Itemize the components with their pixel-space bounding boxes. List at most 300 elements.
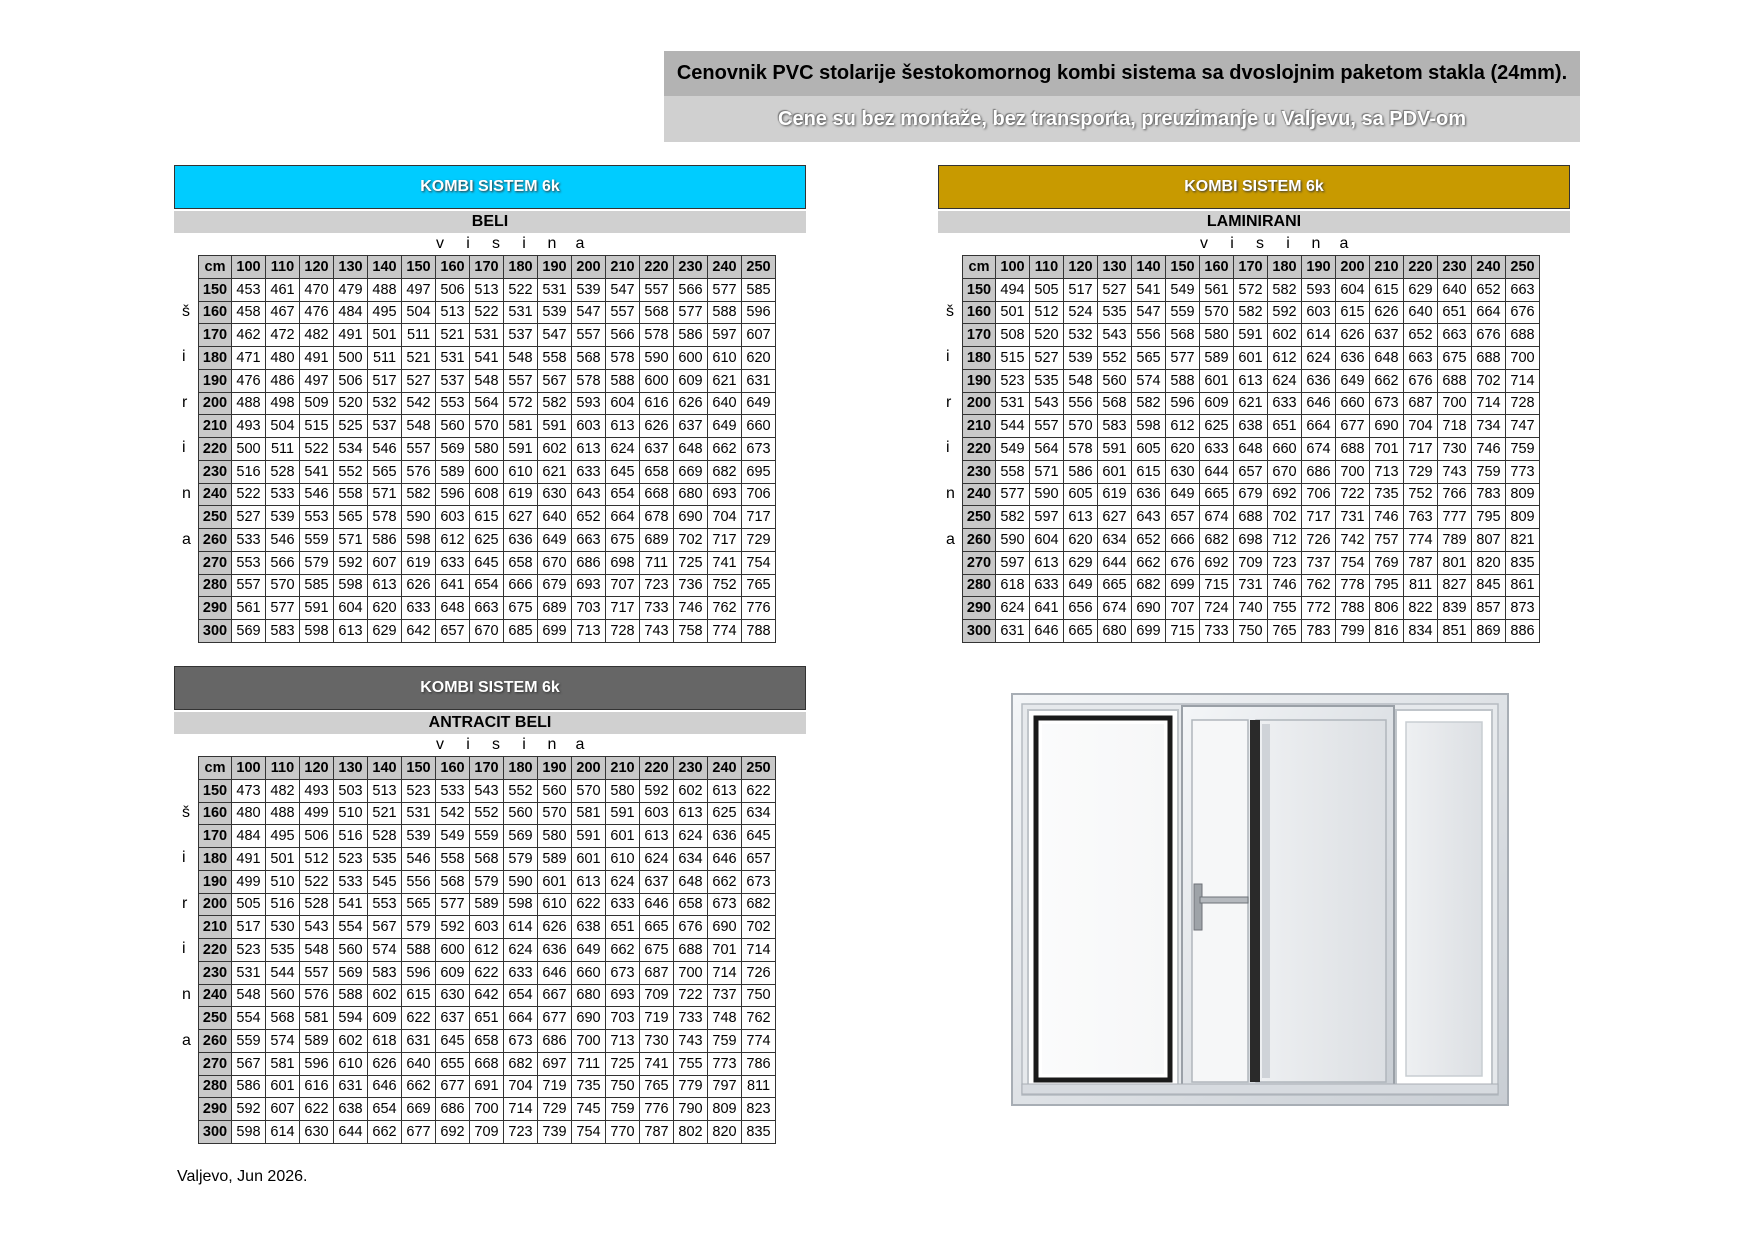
price-cell: 655 <box>436 1052 470 1075</box>
price-cell: 533 <box>436 779 470 802</box>
price-cell: 576 <box>300 984 334 1007</box>
table-row <box>199 1052 776 1075</box>
row-header: 200 <box>199 392 232 415</box>
price-cell: 626 <box>640 415 674 438</box>
price-cell: 556 <box>1064 392 1098 415</box>
table-row <box>963 392 1540 415</box>
column-header: 160 <box>1200 256 1234 279</box>
price-cell: 662 <box>708 870 742 893</box>
price-cell: 642 <box>402 620 436 643</box>
price-cell: 589 <box>538 848 572 871</box>
table-row <box>199 301 776 324</box>
price-cell: 649 <box>742 392 776 415</box>
price-cell: 580 <box>538 825 572 848</box>
price-cell: 711 <box>640 551 674 574</box>
price-cell: 839 <box>1438 597 1472 620</box>
price-cell: 501 <box>266 848 300 871</box>
price-cell: 505 <box>232 893 266 916</box>
price-cell: 601 <box>1234 347 1268 370</box>
price-cell: 579 <box>300 551 334 574</box>
column-header: 220 <box>640 256 674 279</box>
price-cell: 557 <box>232 574 266 597</box>
price-cell: 564 <box>470 392 504 415</box>
price-cell: 547 <box>572 301 606 324</box>
price-block-antracit-beli <box>174 666 806 1144</box>
price-cell: 621 <box>708 369 742 392</box>
price-cell: 568 <box>470 848 504 871</box>
price-cell: 648 <box>674 438 708 461</box>
table-row <box>199 574 776 597</box>
price-cell: 531 <box>996 392 1030 415</box>
visina-letter: n <box>547 736 557 753</box>
column-header: 100 <box>232 256 266 279</box>
price-cell: 601 <box>606 825 640 848</box>
price-cell: 755 <box>674 1052 708 1075</box>
price-table <box>198 255 776 643</box>
price-cell: 631 <box>334 1075 368 1098</box>
price-cell: 750 <box>606 1075 640 1098</box>
price-cell: 590 <box>504 870 538 893</box>
price-cell: 787 <box>1404 551 1438 574</box>
price-cell: 583 <box>266 620 300 643</box>
visina-letter: i <box>1230 235 1234 252</box>
price-block-laminirani <box>938 165 1570 643</box>
price-cell: 675 <box>1438 347 1472 370</box>
price-cell: 610 <box>708 347 742 370</box>
price-cell: 643 <box>572 483 606 506</box>
price-cell: 491 <box>300 347 334 370</box>
price-cell: 553 <box>232 551 266 574</box>
price-cell: 648 <box>1370 347 1404 370</box>
price-cell: 570 <box>538 802 572 825</box>
price-cell: 522 <box>504 278 538 301</box>
price-cell: 733 <box>640 597 674 620</box>
price-cell: 673 <box>606 961 640 984</box>
price-cell: 479 <box>334 278 368 301</box>
price-cell: 626 <box>538 916 572 939</box>
price-cell: 512 <box>300 848 334 871</box>
price-cell: 603 <box>470 916 504 939</box>
price-cell: 613 <box>572 870 606 893</box>
column-header: 210 <box>606 256 640 279</box>
price-cell: 629 <box>1064 551 1098 574</box>
price-cell: 598 <box>1132 415 1166 438</box>
price-cell: 845 <box>1472 574 1506 597</box>
price-cell: 524 <box>1064 301 1098 324</box>
price-cell: 588 <box>708 301 742 324</box>
price-cell: 662 <box>402 1075 436 1098</box>
price-cell: 664 <box>1472 301 1506 324</box>
price-cell: 640 <box>1404 301 1438 324</box>
column-header: 240 <box>1472 256 1506 279</box>
price-cell: 513 <box>436 301 470 324</box>
price-cell: 640 <box>402 1052 436 1075</box>
price-cell: 725 <box>606 1052 640 1075</box>
column-header: 220 <box>640 757 674 780</box>
price-cell: 523 <box>996 369 1030 392</box>
price-cell: 603 <box>1302 301 1336 324</box>
visina-letter: i <box>1286 235 1290 252</box>
price-cell: 583 <box>368 961 402 984</box>
price-cell: 581 <box>504 415 538 438</box>
price-cell: 630 <box>538 483 572 506</box>
price-cell: 660 <box>572 961 606 984</box>
table-row <box>199 460 776 483</box>
price-cell: 580 <box>606 779 640 802</box>
price-cell: 662 <box>1132 551 1166 574</box>
price-cell: 702 <box>1472 369 1506 392</box>
sirina-letter: i <box>182 348 186 366</box>
price-cell: 523 <box>334 848 368 871</box>
price-cell: 586 <box>368 529 402 552</box>
price-cell: 772 <box>1302 597 1336 620</box>
column-header: 130 <box>334 256 368 279</box>
price-cell: 806 <box>1370 597 1404 620</box>
price-cell: 741 <box>640 1052 674 1075</box>
price-cell: 569 <box>334 961 368 984</box>
price-cell: 505 <box>1030 278 1064 301</box>
price-cell: 607 <box>368 551 402 574</box>
price-cell: 626 <box>402 574 436 597</box>
row-header: 250 <box>199 506 232 529</box>
price-cell: 604 <box>334 597 368 620</box>
price-cell: 702 <box>742 916 776 939</box>
price-cell: 658 <box>504 551 538 574</box>
price-cell: 765 <box>742 574 776 597</box>
price-cell: 577 <box>708 278 742 301</box>
sirina-letter: i <box>946 439 950 457</box>
price-cell: 453 <box>232 278 266 301</box>
table-row <box>199 1030 776 1053</box>
price-cell: 622 <box>742 779 776 802</box>
price-cell: 821 <box>1506 529 1540 552</box>
price-cell: 625 <box>470 529 504 552</box>
table-row <box>963 483 1540 506</box>
column-header: 140 <box>1132 256 1166 279</box>
price-cell: 741 <box>708 551 742 574</box>
table-row <box>963 597 1540 620</box>
price-cell: 615 <box>1370 278 1404 301</box>
price-cell: 543 <box>300 916 334 939</box>
price-cell: 788 <box>1336 597 1370 620</box>
price-cell: 665 <box>1064 620 1098 643</box>
visina-letter: a <box>575 736 585 753</box>
price-cell: 735 <box>572 1075 606 1098</box>
price-cell: 561 <box>1200 278 1234 301</box>
price-cell: 591 <box>504 438 538 461</box>
price-cell: 566 <box>606 324 640 347</box>
price-cell: 601 <box>266 1075 300 1098</box>
price-cell: 501 <box>368 324 402 347</box>
price-cell: 548 <box>300 939 334 962</box>
table-row <box>199 597 776 620</box>
price-cell: 600 <box>674 347 708 370</box>
table-row <box>963 324 1540 347</box>
price-cell: 714 <box>504 1098 538 1121</box>
column-header: 120 <box>300 256 334 279</box>
price-cell: 591 <box>606 802 640 825</box>
price-cell: 657 <box>436 620 470 643</box>
price-cell: 714 <box>1472 392 1506 415</box>
column-header: 250 <box>742 757 776 780</box>
price-cell: 669 <box>402 1098 436 1121</box>
price-cell: 722 <box>674 984 708 1007</box>
price-cell: 549 <box>996 438 1030 461</box>
price-cell: 548 <box>232 984 266 1007</box>
price-cell: 642 <box>470 984 504 1007</box>
price-cell: 564 <box>1030 438 1064 461</box>
price-cell: 609 <box>1200 392 1234 415</box>
price-cell: 488 <box>368 278 402 301</box>
column-header: 170 <box>470 256 504 279</box>
price-cell: 535 <box>368 848 402 871</box>
price-cell: 516 <box>232 460 266 483</box>
visina-letter: n <box>1311 235 1321 252</box>
price-cell: 506 <box>300 825 334 848</box>
price-cell: 699 <box>1166 574 1200 597</box>
price-cell: 578 <box>640 324 674 347</box>
price-cell: 690 <box>1370 415 1404 438</box>
row-header: 220 <box>199 939 232 962</box>
price-cell: 610 <box>334 1052 368 1075</box>
price-cell: 627 <box>1098 506 1132 529</box>
page-subtitle: Cene su bez montaže, bez transporta, preuzimanje u Valjevu, sa PDV-om <box>664 96 1580 142</box>
price-cell: 621 <box>1234 392 1268 415</box>
table-row <box>199 483 776 506</box>
price-cell: 552 <box>334 460 368 483</box>
sirina-letter: n <box>182 986 191 1003</box>
sirina-letter: r <box>182 894 188 912</box>
row-header: 150 <box>199 278 232 301</box>
price-cell: 605 <box>1064 483 1098 506</box>
price-cell: 471 <box>232 347 266 370</box>
visina-letter: v <box>1200 235 1208 252</box>
price-cell: 851 <box>1438 620 1472 643</box>
price-cell: 570 <box>1200 301 1234 324</box>
table-row <box>199 1007 776 1030</box>
price-cell: 577 <box>1166 347 1200 370</box>
price-cell: 713 <box>1370 460 1404 483</box>
price-cell: 553 <box>300 506 334 529</box>
price-cell: 687 <box>1404 392 1438 415</box>
column-header: 250 <box>742 256 776 279</box>
price-cell: 531 <box>232 961 266 984</box>
row-header: 200 <box>963 392 996 415</box>
price-cell: 688 <box>1336 438 1370 461</box>
price-cell: 690 <box>1132 597 1166 620</box>
price-cell: 558 <box>334 483 368 506</box>
price-cell: 641 <box>1030 597 1064 620</box>
price-cell: 614 <box>1302 324 1336 347</box>
price-cell: 619 <box>504 483 538 506</box>
price-cell: 588 <box>334 984 368 1007</box>
price-cell: 537 <box>368 415 402 438</box>
price-cell: 709 <box>1234 551 1268 574</box>
price-cell: 715 <box>1166 620 1200 643</box>
price-cell: 541 <box>334 893 368 916</box>
price-cell: 616 <box>640 392 674 415</box>
price-cell: 515 <box>996 347 1030 370</box>
price-cell: 625 <box>708 802 742 825</box>
price-cell: 511 <box>368 347 402 370</box>
price-cell: 651 <box>606 916 640 939</box>
price-cell: 534 <box>334 438 368 461</box>
row-header: 240 <box>963 483 996 506</box>
price-cell: 582 <box>996 506 1030 529</box>
price-cell: 649 <box>1064 574 1098 597</box>
price-cell: 665 <box>1098 574 1132 597</box>
price-cell: 637 <box>674 415 708 438</box>
price-cell: 636 <box>1336 347 1370 370</box>
price-cell: 707 <box>1166 597 1200 620</box>
price-cell: 493 <box>300 779 334 802</box>
price-cell: 522 <box>232 483 266 506</box>
price-cell: 593 <box>572 392 606 415</box>
price-cell: 755 <box>1268 597 1302 620</box>
price-cell: 571 <box>334 529 368 552</box>
price-cell: 633 <box>504 961 538 984</box>
price-cell: 528 <box>266 460 300 483</box>
price-cell: 765 <box>640 1075 674 1098</box>
price-cell: 592 <box>232 1098 266 1121</box>
table-row <box>963 438 1540 461</box>
price-cell: 652 <box>1404 324 1438 347</box>
price-cell: 614 <box>504 916 538 939</box>
price-cell: 535 <box>1098 301 1132 324</box>
price-cell: 834 <box>1404 620 1438 643</box>
column-header: 200 <box>572 757 606 780</box>
price-cell: 873 <box>1506 597 1540 620</box>
price-cell: 607 <box>742 324 776 347</box>
price-cell: 539 <box>402 825 436 848</box>
price-cell: 733 <box>1200 620 1234 643</box>
price-cell: 612 <box>1268 347 1302 370</box>
sirina-axis-label <box>174 756 198 1144</box>
price-cell: 752 <box>1404 483 1438 506</box>
price-cell: 636 <box>538 939 572 962</box>
price-cell: 516 <box>334 825 368 848</box>
price-cell: 637 <box>436 1007 470 1030</box>
price-cell: 646 <box>1302 392 1336 415</box>
price-cell: 633 <box>1268 392 1302 415</box>
price-cell: 687 <box>640 961 674 984</box>
price-cell: 552 <box>504 779 538 802</box>
price-cell: 497 <box>300 369 334 392</box>
row-header: 230 <box>963 460 996 483</box>
price-cell: 754 <box>1336 551 1370 574</box>
price-cell: 521 <box>368 802 402 825</box>
table-row <box>199 825 776 848</box>
price-cell: 743 <box>674 1030 708 1053</box>
price-cell: 622 <box>402 1007 436 1030</box>
price-cell: 730 <box>1438 438 1472 461</box>
price-cell: 729 <box>742 529 776 552</box>
visina-letter: v <box>436 736 444 753</box>
price-cell: 631 <box>742 369 776 392</box>
price-cell: 517 <box>1064 278 1098 301</box>
price-cell: 820 <box>708 1121 742 1144</box>
price-cell: 750 <box>1234 620 1268 643</box>
price-cell: 783 <box>1472 483 1506 506</box>
price-cell: 646 <box>640 893 674 916</box>
sirina-letter: š <box>946 302 954 320</box>
price-cell: 746 <box>1370 506 1404 529</box>
price-cell: 613 <box>1234 369 1268 392</box>
column-header: 200 <box>572 256 606 279</box>
price-cell: 774 <box>1404 529 1438 552</box>
visina-letter: s <box>492 235 500 252</box>
row-header: 190 <box>963 369 996 392</box>
price-cell: 461 <box>266 278 300 301</box>
price-cell: 820 <box>1472 551 1506 574</box>
row-header: 210 <box>963 415 996 438</box>
price-cell: 759 <box>708 1030 742 1053</box>
price-cell: 542 <box>436 802 470 825</box>
table-row <box>199 1121 776 1144</box>
price-cell: 654 <box>504 984 538 1007</box>
price-cell: 559 <box>470 825 504 848</box>
price-cell: 677 <box>402 1121 436 1144</box>
price-cell: 523 <box>402 779 436 802</box>
price-cell: 613 <box>334 620 368 643</box>
table-row <box>199 916 776 939</box>
price-cell: 700 <box>572 1030 606 1053</box>
table-row <box>199 415 776 438</box>
price-cell: 648 <box>674 870 708 893</box>
sirina-letter: i <box>946 348 950 366</box>
price-cell: 622 <box>572 893 606 916</box>
price-cell: 688 <box>674 939 708 962</box>
column-header: 230 <box>674 757 708 780</box>
price-cell: 729 <box>538 1098 572 1121</box>
price-cell: 686 <box>436 1098 470 1121</box>
price-cell: 614 <box>266 1121 300 1144</box>
price-cell: 765 <box>1268 620 1302 643</box>
price-cell: 590 <box>996 529 1030 552</box>
price-cell: 673 <box>742 438 776 461</box>
price-cell: 662 <box>1370 369 1404 392</box>
price-cell: 521 <box>436 324 470 347</box>
price-cell: 612 <box>436 529 470 552</box>
price-cell: 582 <box>1234 301 1268 324</box>
price-cell: 641 <box>436 574 470 597</box>
row-header: 190 <box>199 369 232 392</box>
price-cell: 520 <box>334 392 368 415</box>
column-header: 230 <box>1438 256 1472 279</box>
price-cell: 581 <box>572 802 606 825</box>
price-cell: 592 <box>640 779 674 802</box>
price-cell: 624 <box>606 870 640 893</box>
price-cell: 648 <box>436 597 470 620</box>
price-cell: 565 <box>1132 347 1166 370</box>
price-cell: 748 <box>708 1007 742 1030</box>
price-cell: 470 <box>300 278 334 301</box>
price-cell: 778 <box>1336 574 1370 597</box>
table-row <box>963 460 1540 483</box>
table-row <box>199 529 776 552</box>
price-cell: 569 <box>232 620 266 643</box>
price-cell: 574 <box>368 939 402 962</box>
row-header: 270 <box>199 1052 232 1075</box>
row-header: 210 <box>199 415 232 438</box>
row-header: 180 <box>199 347 232 370</box>
column-header: 190 <box>538 757 572 780</box>
table-row <box>199 438 776 461</box>
price-cell: 596 <box>300 1052 334 1075</box>
price-cell: 560 <box>538 779 572 802</box>
sirina-letter: r <box>182 393 188 411</box>
price-cell: 570 <box>1064 415 1098 438</box>
